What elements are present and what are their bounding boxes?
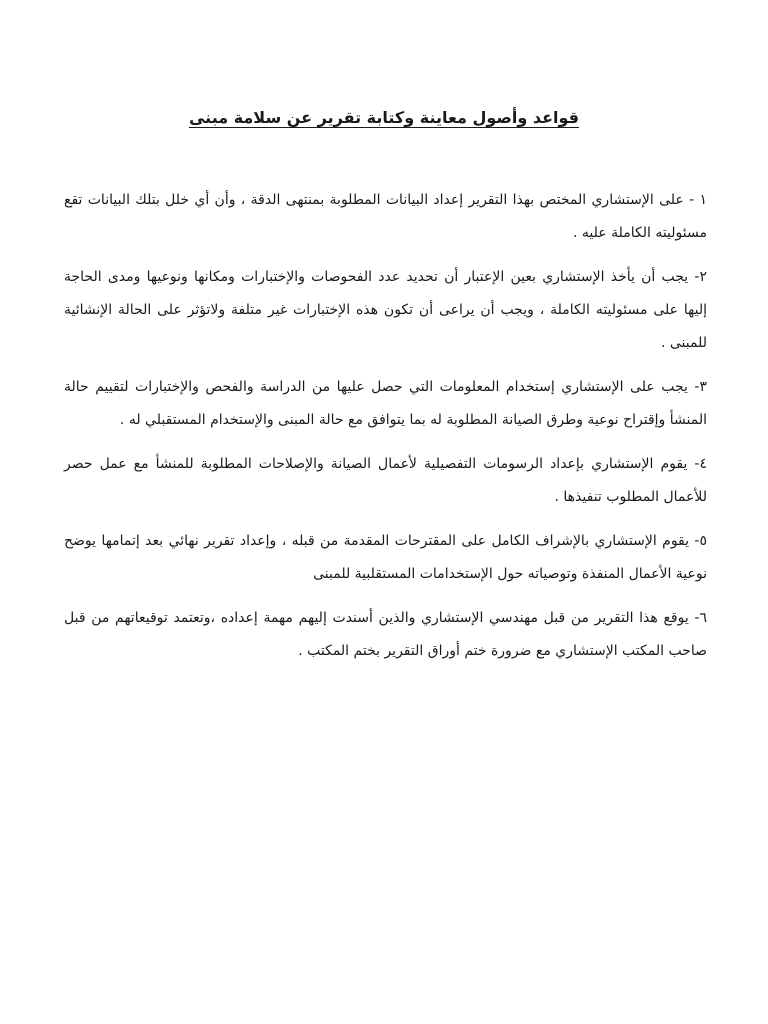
document-title: قواعد وأصول معاينة وكتابة تقرير عن سلامة مبنى — [188, 108, 580, 127]
rule-item-2: ٢- يجب أن يأخذ الإستشاري بعين الإعتبار أن تحديد عدد الفحوصات والإختبارات ومكانها ونوعيها ومدى الحاجة إليها على مسئوليته الكاملة ، ويجب أن يراعى أن تكون هذه الإختبارات غير متلفة ولاتؤثر على الحالة الإنشائية للمبنى . — [64, 269, 707, 351]
rule-item-4: ٤- يقوم الإستشاري بإعداد الرسومات التفصيلية لأعمال الصيانة والإصلاحات المطلوبة للمنشأ مع عمل حصر للأعمال المطلوب تنفيذها . — [64, 456, 707, 505]
rule-item-1: ١ - على الإستشاري المختص بهذا التقرير إعداد البيانات المطلوبة بمنتهى الدقة ، وأن أي خلل بتلك البيانات تقع مسئوليته الكاملة عليه . — [64, 192, 707, 241]
rule-item-5: ٥- يقوم الإستشاري بالإشراف الكامل على المقترحات المقدمة من قبله ، وإعداد تقرير نهائي بعد إتمامها يوضح نوعية الأعمال المنفذة وتوصياته حول الإستخدامات المستقلبية للمبنى — [64, 533, 707, 582]
rule-item-6: ٦- يوقع هذا التقرير من قبل مهندسي الإستشاري والذين أسندت إليهم مهمة إعداده ،وتعتمد توقيعاتهم من قبل صاحب المكتب الإستشاري مع ضرورة ختم أوراق التقرير بختم المكتب . — [64, 610, 707, 659]
rules-list — [64, 184, 707, 679]
rule-item-3: ٣- يجب على الإستشاري إستخدام المعلومات التي حصل عليها من الدراسة والفحص والإختبارات لتقييم حالة المنشأ وإقتراح نوعية وطرق الصيانة المطلوبة له بما يتوافق مع حالة المبنى والإستخدام المستقبلي له . — [64, 379, 707, 428]
